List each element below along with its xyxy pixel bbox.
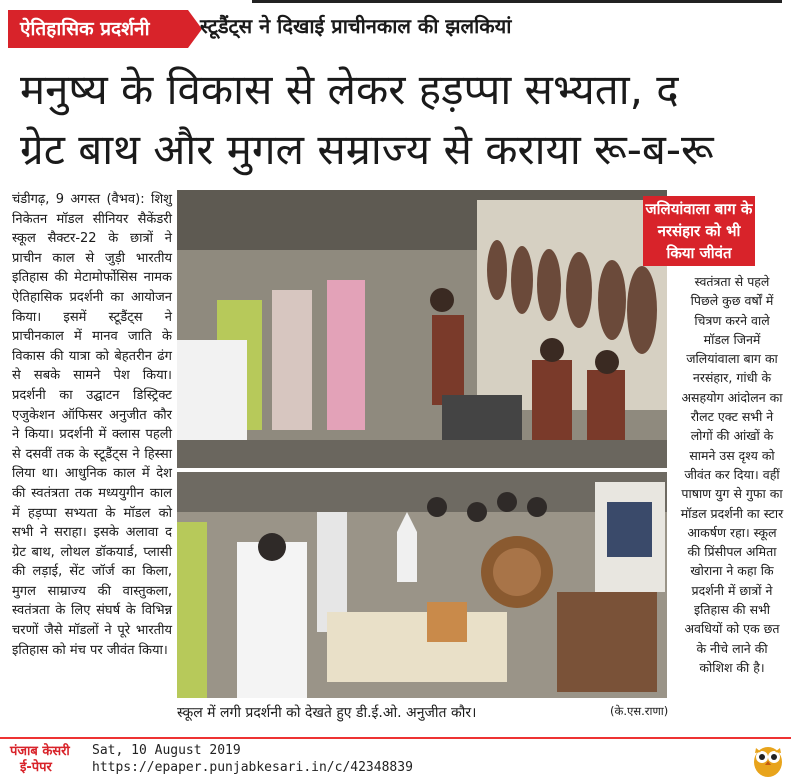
sidebar-text: स्वतंत्रता से पहले पिछले कुछ वर्षों में चित्रण करने वाले मॉडल जिनमें जलियांवाला बाग का नरसंहार, गांधी के असहयोग आंदोलन का रौलट एक्ट सभी ने लोगों की आंखों के सामने उस दृश्य को जीवंत कर दिया। वहीं पाषाण युग से गुफा का मॉडल प्रदर्शनी का स्टार आकर्षण रहा। स्कूल की प्रिंसीपल अमिता खोराना ने कहा कि प्रदर्शनी में छात्रों ने इतिहास की सभी अवधियों को एक छत के नीचे लाने की कोशिश की है। bbox=[680, 274, 784, 675]
brand-subtitle: ई-पेपर bbox=[20, 760, 52, 775]
headline-line-2: ग्रेट बाथ और मुगल सम्राज्य से कराया रू-ब-रू bbox=[20, 125, 714, 174]
photo-credit: (के.एस.राणा) bbox=[610, 704, 669, 718]
kicker-headline: स्टूडैंट्स ने दिखाई प्राचीनकाल की झलकियां bbox=[200, 14, 512, 38]
footer-rule bbox=[0, 737, 791, 739]
article-body: चंडीगढ़, 9 अगस्त (वैभव): शिशु निकेतन मॉडल सीनियर सैकेंडरी स्कूल सैक्टर-22 के छात्रों ने प्राचीन काल से जुड़ी भारतीय इतिहास की मेटामोर्फोसिस नामक ऐतिहासिक प्रदर्शनी का आयोजन किया। इसमें स्टूडैंट्स ने प्राचीनकाल में मानव जाति के विकास की यात्रा को बेहतरीन ढंग से सबके सामने पेश किया। प्रदर्शनी का उद्घाटन डिस्ट्रिक्ट एजुकेशन ऑफिसर अनुजीत कौर ने किया। प्रदर्शनी में क्लास पहली से दसवीं तक के स्टूडैंट्स ने हिस्सा लिया था। आधुनिक काल में देश की स्वतंत्रता तक मध्ययुगीन काल में हड़प्पा सभ्यता के मॉडल को सभी ने सराहा। इसके अलावा द ग्रेट बाथ, लोथल डॉकयार्ड, प्लासी की लड़ाई, सेंट जॉर्ज का किला, मुगल साम्राज्य की वास्तुकला, स्वतंत्रता के लिए संघर्ष के विभिन्न चरणों जैसे मॉडलों ने पूरे भारतीय इतिहास को मंच पर जीवंत किया। bbox=[12, 192, 172, 658]
main-headline bbox=[20, 60, 780, 180]
photo-historical-models bbox=[177, 472, 667, 698]
photo-evolution-illustration bbox=[177, 190, 667, 468]
photo-models-illustration bbox=[177, 472, 667, 698]
owl-icon bbox=[752, 742, 784, 778]
photo-caption: स्कूल में लगी प्रदर्शनी को देखते हुए डी.ई.ओ. अनुजीत कौर। bbox=[177, 705, 477, 721]
footer-date: Sat, 10 August 2019 bbox=[92, 743, 241, 758]
section-tag: ऐतिहासिक प्रदर्शनी bbox=[8, 10, 188, 48]
sidebar-title: जलियांवाला बाग के नरसंहार को भी किया जीवंत bbox=[643, 196, 755, 266]
brand-logo[interactable] bbox=[10, 744, 70, 776]
top-rule bbox=[252, 0, 782, 3]
headline-line-1: मनुष्य के विकास से लेकर हड़प्पा सभ्यता, द bbox=[20, 65, 679, 114]
footer-url-link[interactable]: https://epaper.punjabkesari.in/c/42348839 bbox=[92, 760, 413, 775]
photo-evolution-models bbox=[177, 190, 667, 468]
brand-name: पंजाब केसरी bbox=[10, 744, 70, 759]
